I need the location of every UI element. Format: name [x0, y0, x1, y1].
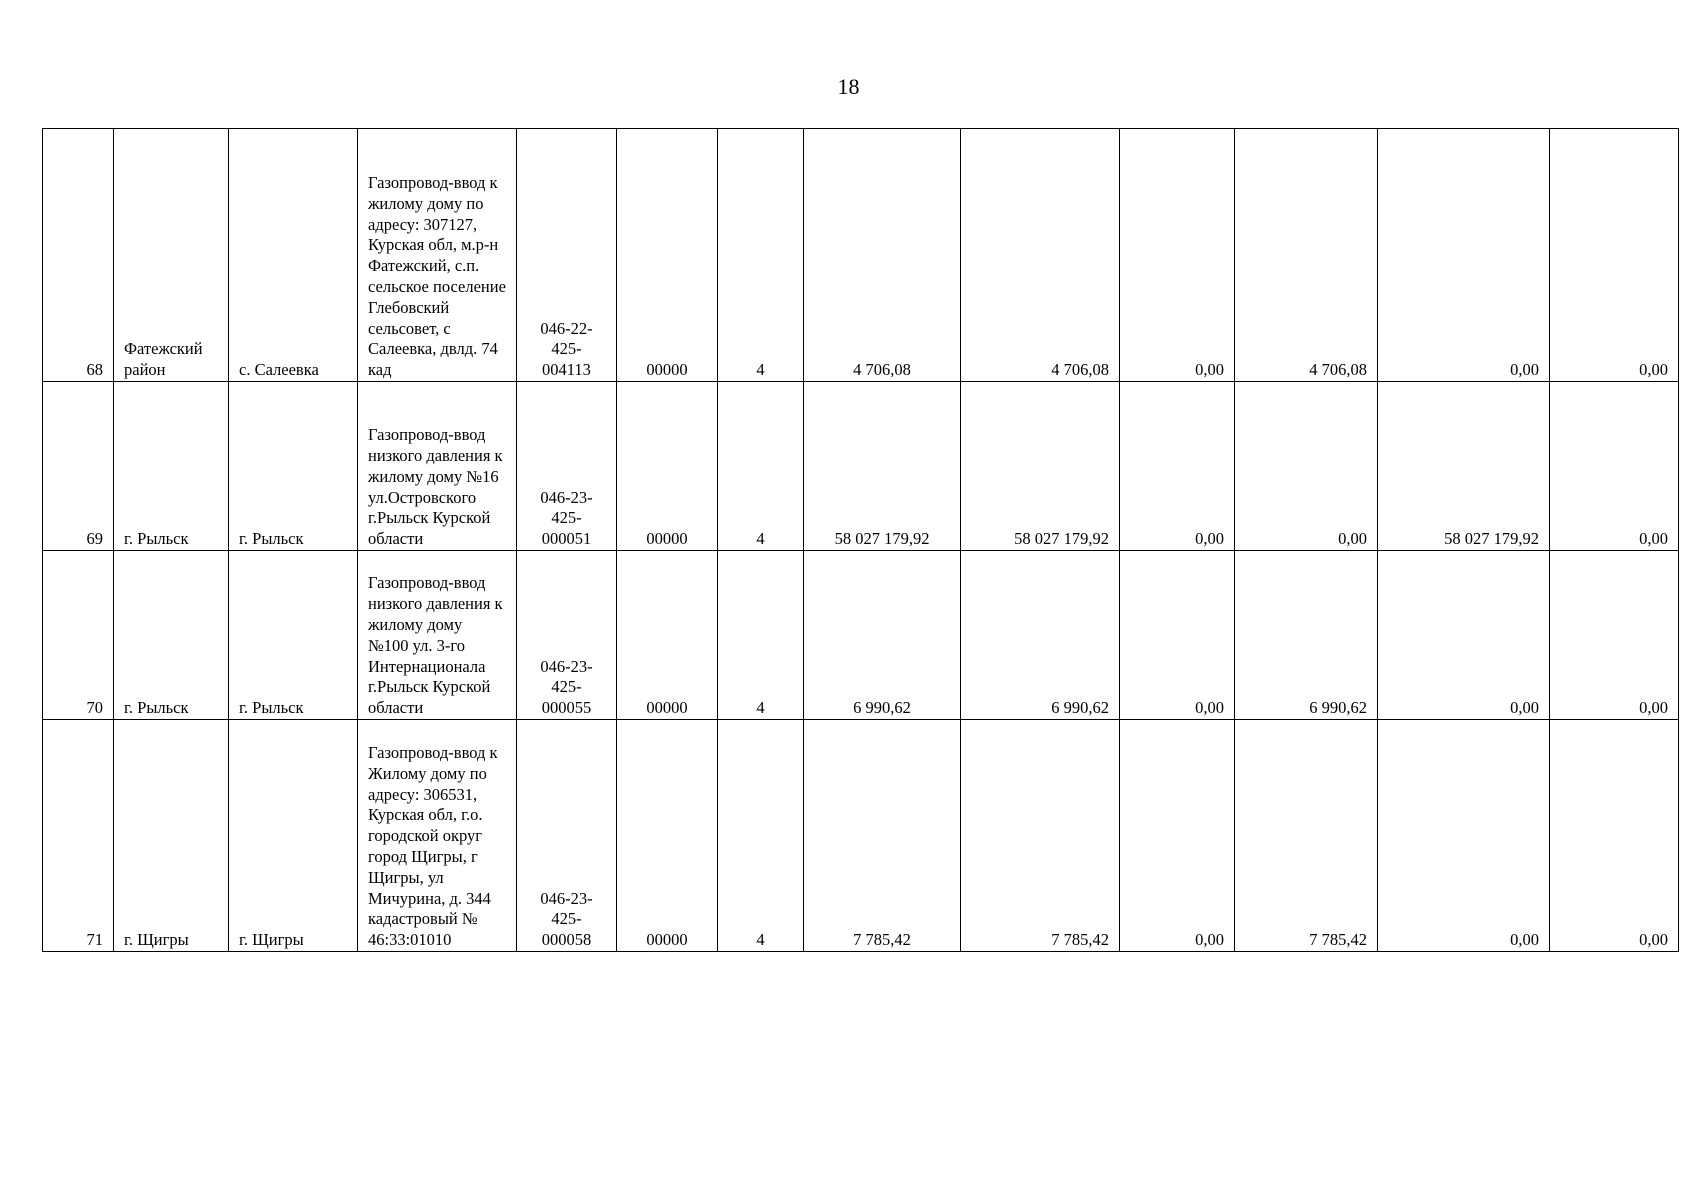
table-row	[43, 129, 1679, 382]
amount-cell: 58 027 179,92	[961, 382, 1120, 551]
row-number-cell: 69	[43, 382, 114, 551]
registry-code-cell: 046-22- 425- 004113	[517, 129, 617, 382]
locality-cell: г. Щигры	[229, 720, 358, 952]
code-cell: 00000	[617, 129, 718, 382]
category-cell: 4	[718, 720, 804, 952]
page-number: 18	[837, 74, 860, 99]
amount-cell: 0,00	[1378, 551, 1550, 720]
table-row	[43, 551, 1679, 720]
district-cell: Фатежский район	[114, 129, 229, 382]
registry-code-cell: 046-23- 425- 000058	[517, 720, 617, 952]
registry-code-cell: 046-23- 425- 000055	[517, 551, 617, 720]
amount-cell: 0,00	[1120, 720, 1235, 952]
district-cell: г. Рыльск	[114, 551, 229, 720]
category-cell: 4	[718, 551, 804, 720]
row-number-cell: 70	[43, 551, 114, 720]
amount-cell: 7 785,42	[1235, 720, 1378, 952]
locality-cell: с. Салеевка	[229, 129, 358, 382]
total-amount-cell: 4 706,08	[804, 129, 961, 382]
amount-cell: 4 706,08	[961, 129, 1120, 382]
code-cell: 00000	[617, 720, 718, 952]
amount-cell: 4 706,08	[1235, 129, 1378, 382]
amount-cell: 0,00	[1550, 720, 1679, 952]
category-cell: 4	[718, 382, 804, 551]
registry-table	[42, 128, 1679, 952]
locality-cell: г. Рыльск	[229, 551, 358, 720]
district-cell: г. Рыльск	[114, 382, 229, 551]
amount-cell: 0,00	[1235, 382, 1378, 551]
category-cell: 4	[718, 129, 804, 382]
amount-cell: 6 990,62	[961, 551, 1120, 720]
total-amount-cell: 58 027 179,92	[804, 382, 961, 551]
amount-cell: 0,00	[1378, 720, 1550, 952]
amount-cell: 0,00	[1120, 382, 1235, 551]
object-name-cell: Газопровод-ввод к жилому дому по адресу: 307127, Курская обл, м.р-н Фатежский, с.п. сельское поселение Глебовский сельсовет, с Салеевка, двлд. 74 кад	[358, 129, 517, 382]
row-number-cell: 71	[43, 720, 114, 952]
amount-cell: 0,00	[1550, 551, 1679, 720]
row-number-cell: 68	[43, 129, 114, 382]
registry-code-cell: 046-23- 425- 000051	[517, 382, 617, 551]
amount-cell: 7 785,42	[961, 720, 1120, 952]
total-amount-cell: 6 990,62	[804, 551, 961, 720]
locality-cell: г. Рыльск	[229, 382, 358, 551]
amount-cell: 0,00	[1550, 129, 1679, 382]
object-name-cell: Газопровод-ввод низкого давления к жилому дому №100 ул. 3-го Интернационала г.Рыльск Курской области	[358, 551, 517, 720]
object-name-cell: Газопровод-ввод низкого давления к жилому дому №16 ул.Островского г.Рыльск Курской области	[358, 382, 517, 551]
object-name-cell: Газопровод-ввод к Жилому дому по адресу: 306531, Курская обл, г.о. городской округ город Щигры, г Щигры, ул Мичурина, д. 344 кадастровый № 46:33:01010	[358, 720, 517, 952]
amount-cell: 6 990,62	[1235, 551, 1378, 720]
amount-cell: 0,00	[1550, 382, 1679, 551]
amount-cell: 0,00	[1378, 129, 1550, 382]
code-cell: 00000	[617, 382, 718, 551]
amount-cell: 0,00	[1120, 551, 1235, 720]
district-cell: г. Щигры	[114, 720, 229, 952]
code-cell: 00000	[617, 551, 718, 720]
table-row	[43, 720, 1679, 952]
amount-cell: 0,00	[1120, 129, 1235, 382]
total-amount-cell: 7 785,42	[804, 720, 961, 952]
table-row	[43, 382, 1679, 551]
amount-cell: 58 027 179,92	[1378, 382, 1550, 551]
